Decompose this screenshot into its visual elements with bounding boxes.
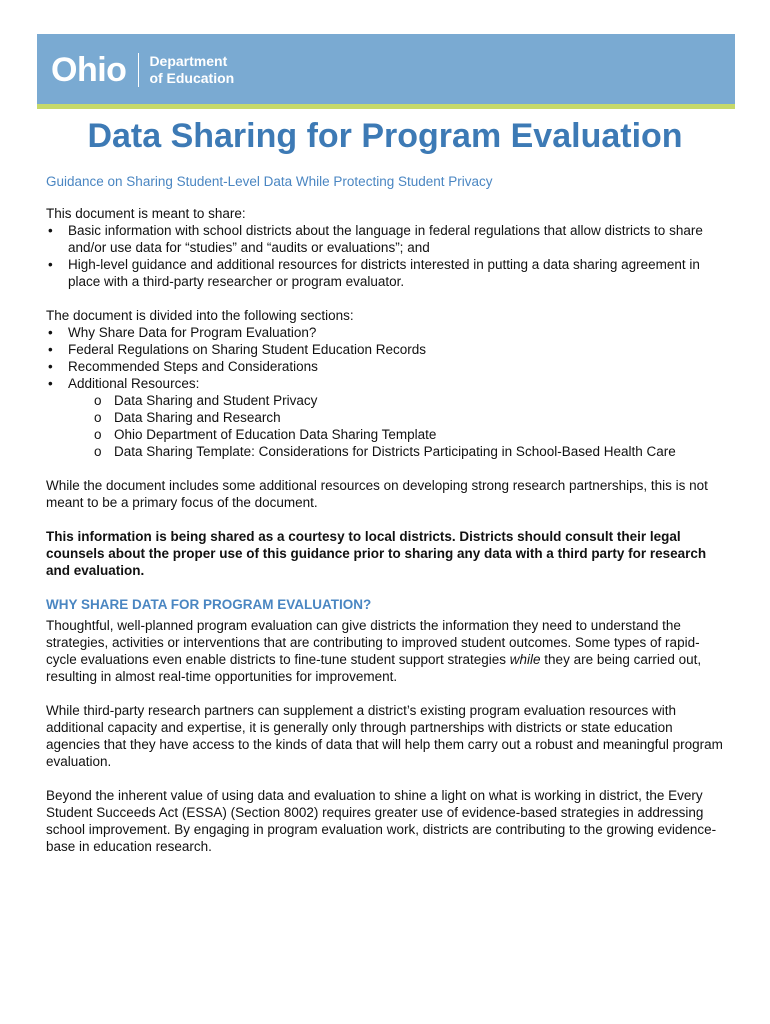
list-item: o Data Sharing and Student Privacy: [46, 392, 728, 409]
why-paragraph-3: Beyond the inherent value of using data and evaluation to shine a light on what is working in district, the Every Student Succeeds Act (ESSA) (Section 8002) requires greater use of evidence-based strategies in addressing school improvement. By engaging in program evaluation work, districts are contributing to the growing evidence-base in education research.: [46, 788, 717, 854]
sections-lead: The document is divided into the following sections:: [46, 308, 354, 323]
list-item: • Recommended Steps and Considerations: [46, 358, 728, 375]
legal-disclaimer: This information is being shared as a courtesy to local districts. Districts should consult their legal counsels about the proper use of this guidance prior to sharing any data with a third party for research and evaluation.: [46, 529, 707, 578]
scope-note: While the document includes some additional resources on developing strong research partnerships, this is not meant to be a primary focus of the document.: [46, 478, 708, 510]
ohio-education-logo: [51, 48, 234, 92]
why-paragraph-1-text-end: they are being carried out, resulting in almost real-time opportunities for improvement.: [46, 652, 702, 684]
intro-list: [46, 222, 728, 290]
list-item: o Data Sharing Template: Considerations for Districts Participating in School-Based Health Care: [46, 443, 728, 460]
list-item: o Data Sharing and Research: [46, 409, 728, 426]
logo-ohio-wordmark: Ohio: [51, 51, 127, 89]
why-paragraph-1: [46, 617, 728, 685]
intro-lead: This document is meant to share:: [46, 206, 246, 221]
page-title: Data Sharing for Program Evaluation: [87, 117, 683, 155]
list-item: • Basic information with school districts about the language in federal regulations that allow districts to share and/or use data for “studies” and “audits or evaluations”; and: [46, 222, 728, 256]
logo-of-education-line: of Education: [149, 70, 235, 86]
list-item: • Additional Resources:: [46, 375, 728, 392]
why-paragraph-2: While third-party research partners can supplement a district’s existing program evaluation resources with additional capacity and expertise, it is generally only through partnerships with districts or state education agencies that they have access to the kinds of data that will help them carry out a robust and meaningful program evaluation.: [46, 703, 723, 769]
sections-list: [46, 324, 728, 392]
logo-department-line: Department: [149, 53, 228, 69]
why-paragraph-1-emphasis: while: [509, 652, 541, 667]
list-item: • Federal Regulations on Sharing Student Education Records: [46, 341, 728, 358]
list-item: • High-level guidance and additional resources for districts interested in putting a data sharing agreement in place with a third-party researcher or program evaluator.: [46, 256, 728, 290]
why-paragraph-1-text: Thoughtful, well-planned program evaluation can give districts the information they need to understand the strategies, activities or interventions that are contributing to improved student outcomes. Some types of rapid-cycle evaluations even enable districts to fine-tune student support strategies: [46, 618, 700, 667]
section-heading: WHY SHARE DATA FOR PROGRAM EVALUATION?: [46, 597, 372, 612]
header-banner: [37, 34, 735, 109]
document-body: [46, 205, 728, 855]
resources-sublist: [46, 392, 728, 460]
list-item: o Ohio Department of Education Data Sharing Template: [46, 426, 728, 443]
logo-divider: [138, 53, 139, 87]
page-subtitle: Guidance on Sharing Student-Level Data While Protecting Student Privacy: [46, 174, 493, 189]
list-item: • Why Share Data for Program Evaluation?: [46, 324, 728, 341]
logo-department-text: [149, 53, 234, 87]
